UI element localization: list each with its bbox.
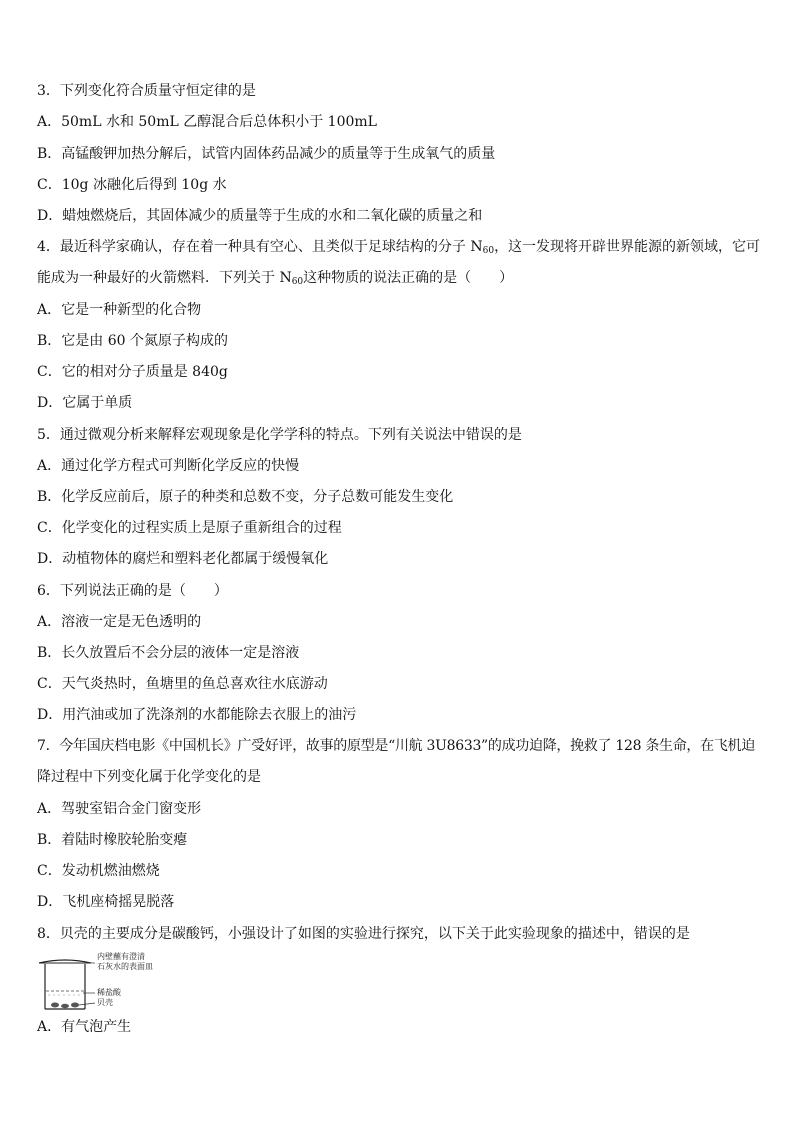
figure-label-watch-glass-line1: 内壁蘸有澄清 bbox=[97, 952, 145, 961]
experiment-apparatus-figure bbox=[37, 952, 197, 1013]
q8-option-a: A．有气泡产生 bbox=[37, 1019, 132, 1035]
shell-piece bbox=[61, 1004, 69, 1008]
q4-option-b: B．它是由 60 个氮原子构成的 bbox=[37, 333, 229, 349]
shell-piece bbox=[51, 1003, 59, 1008]
shell-piece bbox=[71, 1003, 79, 1008]
q4-stem-line2 bbox=[37, 269, 513, 287]
q4-stem-line2-b: 这种物质的说法正确的是（ ） bbox=[303, 270, 514, 286]
n60-subscript: 60 bbox=[291, 277, 304, 287]
q7-option-c: C．发动机燃油燃烧 bbox=[37, 863, 160, 879]
q3-option-b: B．高锰酸钾加热分解后，试管内固体药品减少的质量等于生成氧气的质量 bbox=[37, 146, 496, 162]
q3-option-d: D．蜡烛燃烧后，其固体减少的质量等于生成的水和二氧化碳的质量之和 bbox=[37, 208, 483, 224]
q7-stem-line2: 降过程中下列变化属于化学变化的是 bbox=[37, 769, 261, 785]
q4-stem-line2-a: 能成为一种最好的火箭燃料．下列关于 N bbox=[37, 270, 292, 286]
q4-stem-line1-a: 4．最近科学家确认，存在着一种具有空心、且类似于足球结构的分子 N bbox=[37, 239, 483, 255]
n60-subscript: 60 bbox=[482, 246, 495, 256]
q5-option-a: A．通过化学方程式可判断化学反应的快慢 bbox=[37, 458, 300, 474]
figure-label-shell: 贝壳 bbox=[97, 998, 113, 1007]
q4-option-a: A．它是一种新型的化合物 bbox=[37, 302, 202, 318]
q7-option-b: B．着陆时橡胶轮胎变瘪 bbox=[37, 832, 188, 848]
q4-stem-line1-b: ，这一发现将开辟世界能源的新领域，它可 bbox=[494, 239, 761, 255]
q6-option-a: A．溶液一定是无色透明的 bbox=[37, 614, 202, 630]
q6-option-d: D．用汽油或加了洗涤剂的水都能除去衣服上的油污 bbox=[37, 707, 357, 723]
q3-option-c: C．10g 冰融化后得到 10g 水 bbox=[37, 177, 227, 193]
q7-option-a: A．驾驶室铝合金门窗变形 bbox=[37, 801, 202, 817]
leader-line-shell bbox=[79, 1003, 95, 1005]
q4-stem-line1 bbox=[37, 238, 760, 256]
q6-option-b: B．长久放置后不会分层的液体一定是溶液 bbox=[37, 645, 300, 661]
q3-option-a: A．50mL 水和 50mL 乙醇混合后总体积小于 100mL bbox=[37, 114, 377, 130]
q7-stem-line1: 7．今年国庆档电影《中国机长》广受好评，故事的原型是“川航 3U8633”的成功迫降，挽救了 128 条生命，在飞机迫 bbox=[37, 738, 755, 754]
figure-label-watch-glass-line2: 石灰水的表面皿 bbox=[97, 962, 153, 971]
q5-stem: 5．通过微观分析来解释宏观现象是化学学科的特点。下列有关说法中错误的是 bbox=[37, 427, 522, 443]
q7-option-d: D．飞机座椅摇晃脱落 bbox=[37, 894, 175, 910]
q4-option-d: D．它属于单质 bbox=[37, 395, 133, 411]
figure-label-acid: 稀盐酸 bbox=[97, 988, 121, 997]
q5-option-d: D．动植物体的腐烂和塑料老化都属于缓慢氧化 bbox=[37, 551, 329, 567]
q4-option-c: C．它的相对分子质量是 840g bbox=[37, 364, 228, 380]
q3-stem: 3．下列变化符合质量守恒定律的是 bbox=[37, 83, 256, 99]
q5-option-b: B．化学反应前后，原子的种类和总数不变，分子总数可能发生变化 bbox=[37, 489, 454, 505]
q8-stem: 8．贝壳的主要成分是碳酸钙，小强设计了如图的实验进行探究，以下关于此实验现象的描述中，错误的是 bbox=[37, 926, 690, 942]
q6-option-c: C．天气炎热时，鱼塘里的鱼总喜欢往水底游动 bbox=[37, 676, 328, 692]
q6-stem: 6．下列说法正确的是（ ） bbox=[37, 583, 228, 599]
q5-option-c: C．化学变化的过程实质上是原子重新组合的过程 bbox=[37, 520, 342, 536]
